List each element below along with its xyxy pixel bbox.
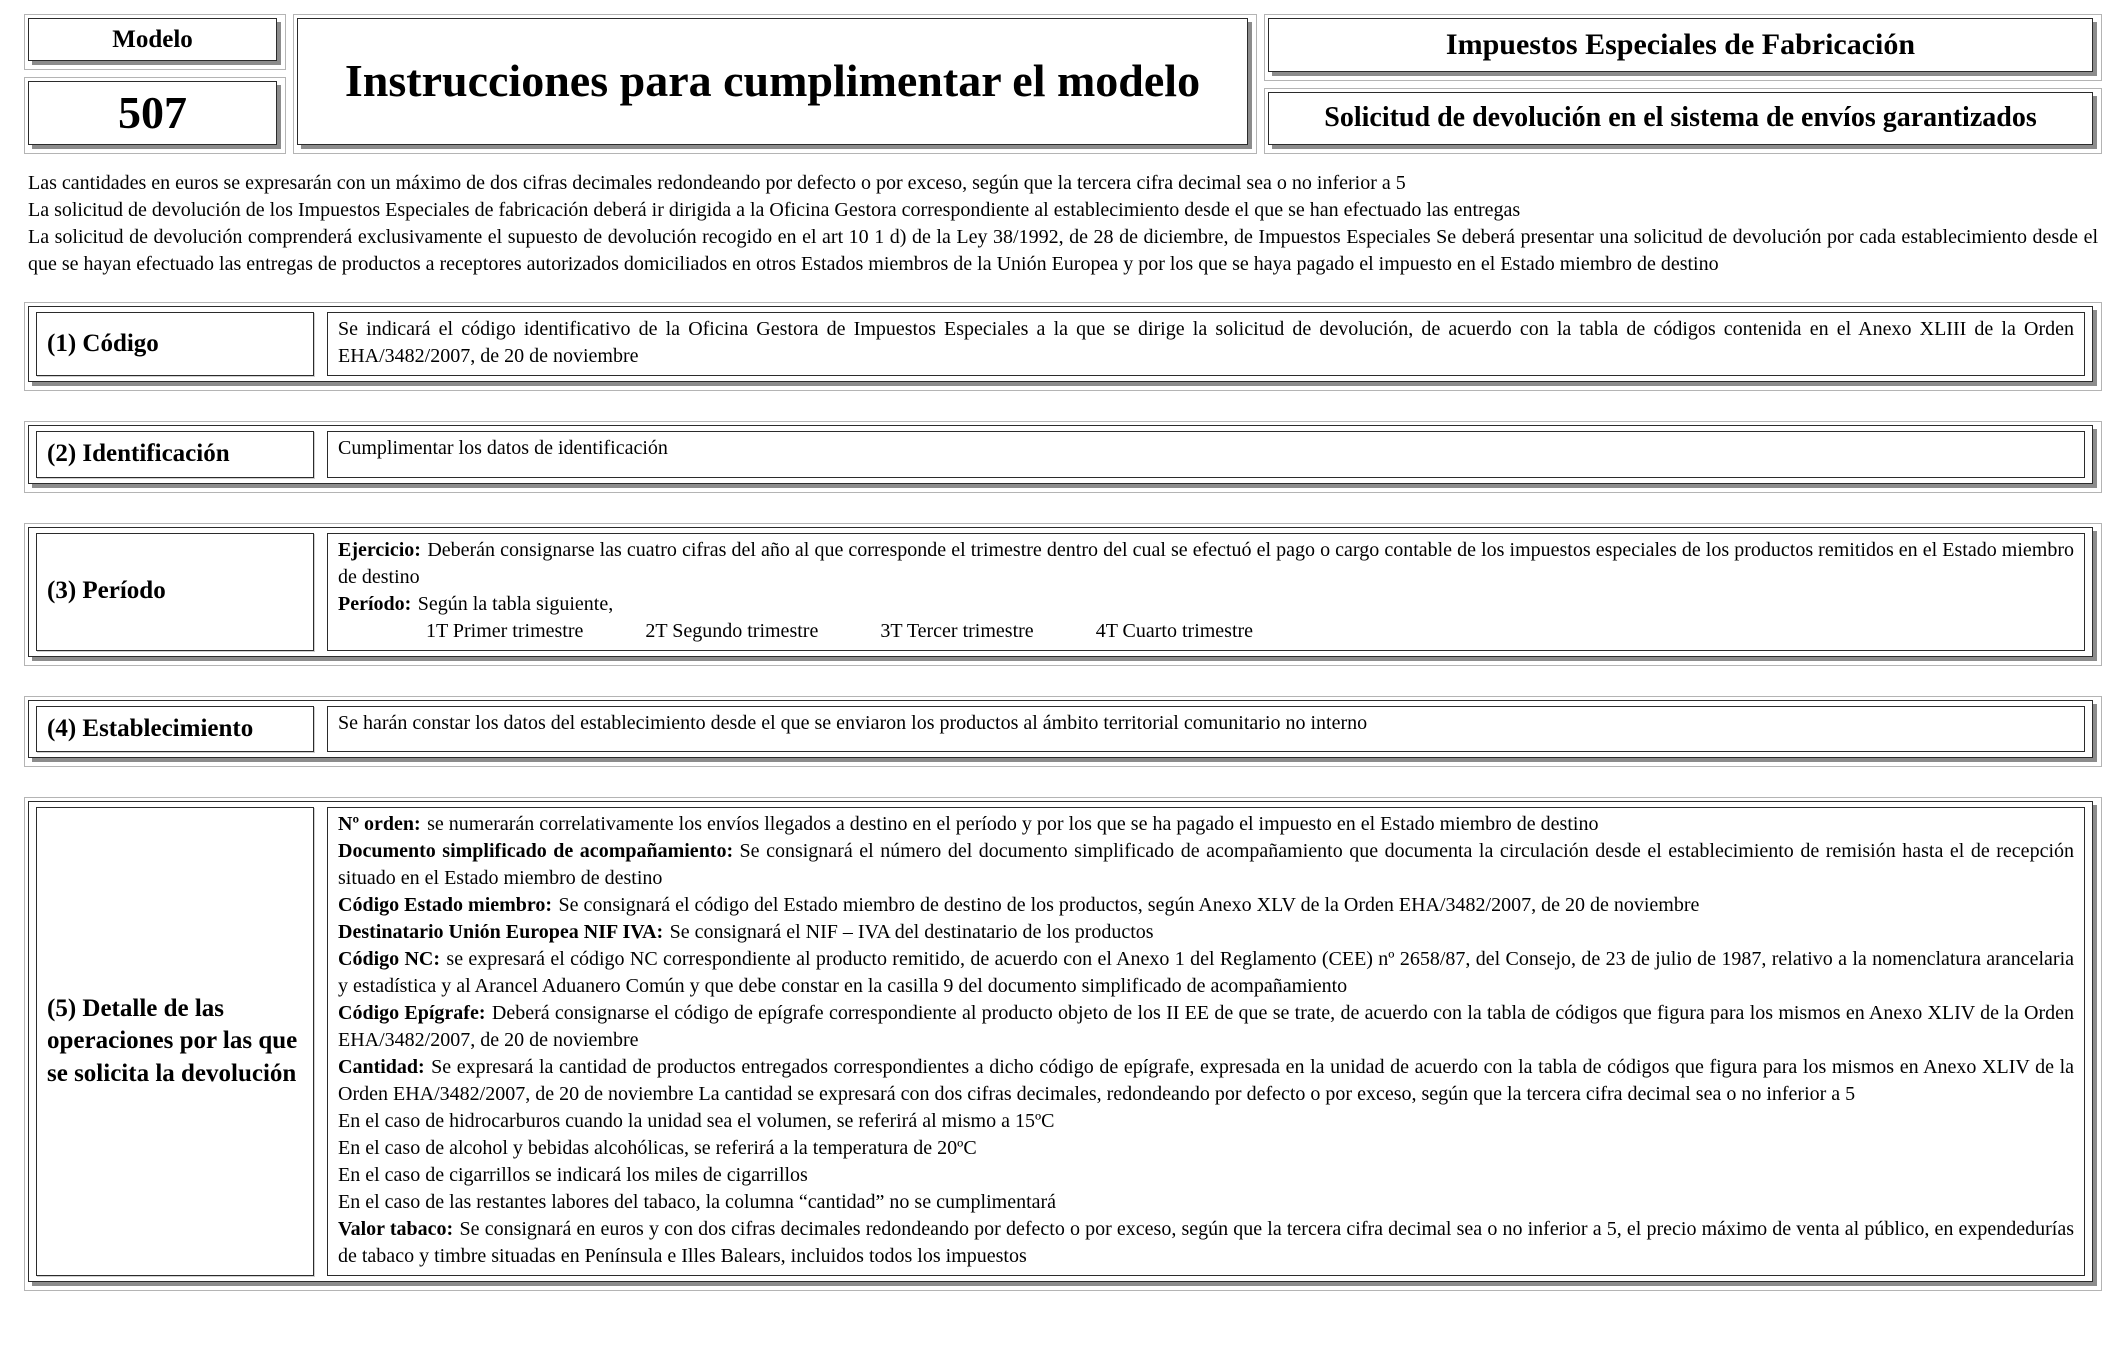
instructions-title-box (293, 14, 1257, 154)
paragraph-lead: Código Epígrafe: (338, 1002, 486, 1024)
quarter-item: 2T Segundo trimestre (645, 619, 819, 642)
model-number: 507 (118, 86, 187, 138)
paragraph-text: En el caso de cigarrillos se indicará los miles de cigarrillos (338, 1164, 808, 1186)
paragraph-text: Se consignará en euros y con dos cifras decimales redondeando por defecto o por exceso, según que la tercera cifra decimal sea o no inferior a 5, el precio máximo de venta al público, en expendedurías de tabaco y timbre situadas en Península e Illes Balears, incluidos todos los impuestos (338, 1218, 2075, 1267)
section-paragraph (338, 316, 2074, 370)
section-paragraph (338, 811, 2074, 838)
paragraph-text: En el caso de alcohol y bebidas alcohólicas, se referirá a la temperatura de 20ºC (338, 1137, 977, 1159)
section-paragraph (338, 1162, 2074, 1189)
paragraph-text: Se expresará la cantidad de productos entregados correspondientes a dicho código de epígrafe, expresada en la unidad de acuerdo con la tabla de códigos que figura para los mismos en Anexo XLIV de la Orden EHA/3482/2007, de 20 de noviembre La cantidad se expresará con dos cifras decimales, redondeando por defecto o por exceso, según que la tercera cifra decimal sea o no inferior a 5 (338, 1056, 2074, 1105)
section-label: (3) Período (36, 533, 314, 651)
section-paragraph (338, 1108, 2074, 1135)
section-codigo (24, 302, 2102, 391)
section-paragraph (338, 1216, 2074, 1270)
section-content (327, 533, 2085, 651)
form-subtitle: Solicitud de devolución en el sistema de envíos garantizados (1324, 102, 2037, 134)
paragraph-lead: Período: (338, 592, 412, 615)
paragraph-lead: Cantidad: (338, 1056, 425, 1078)
section-paragraph (338, 892, 2074, 919)
intro-notes (28, 170, 2098, 278)
section-content (327, 312, 2085, 376)
section-detalle (24, 797, 2102, 1291)
quarter-item: 1T Primer trimestre (426, 619, 584, 642)
section-content (327, 706, 2085, 753)
paragraph-text: Se harán constar los datos del establecimiento desde el que se enviaron los productos al ámbito territorial comunitario no interno (338, 711, 1368, 734)
section-paragraph (338, 919, 2074, 946)
form-header (24, 14, 2102, 154)
section-paragraph (338, 710, 2074, 737)
section-label: (1) Código (36, 312, 314, 376)
model-label-box (24, 14, 286, 70)
paragraph-lead: Valor tabaco: (338, 1218, 454, 1240)
section-paragraph (338, 537, 2074, 591)
paragraph-text: Deberá consignarse el código de epígrafe correspondiente al producto objeto de los II EE de que se trate, de acuerdo con la tabla de códigos que figura para los mismos en Anexo XLIV de la Orden EHA/3482/2007, de 20 de noviembre (338, 1002, 2074, 1051)
section-paragraph (338, 946, 2074, 1000)
model-label: Modelo (112, 25, 193, 53)
paragraph-text: En el caso de las restantes labores del tabaco, la columna “cantidad” no se cumplimentará (338, 1191, 1057, 1213)
tax-type-box (1264, 14, 2102, 81)
paragraph-text: se numerarán correlativamente los envíos llegados a destino en el período y por los que se ha pagado el impuesto en el Estado miembro de destino (427, 813, 1599, 835)
paragraph-lead: Ejercicio: (338, 538, 421, 561)
section-paragraph (338, 1054, 2074, 1108)
quarters-row (338, 618, 2074, 645)
section-label: (2) Identificación (36, 431, 314, 478)
paragraph-lead: Nº orden: (338, 813, 421, 835)
paragraph-text: Según la tabla siguiente, (417, 592, 614, 615)
intro-paragraph: La solicitud de devolución comprenderá exclusivamente el supuesto de devolución recogido en el art 10 1 d) de la Ley 38/1992, de 28 de diciembre, de Impuestos Especiales Se deberá presentar una solicitud de devolución por cada establecimiento desde el que se hayan efectuado las entregas de productos a receptores autorizados domiciliados en otros Estados miembros de la Unión Europea y por los que se haya pagado el impuesto en el Estado miembro de destino (28, 226, 2098, 275)
paragraph-lead: Código NC: (338, 948, 441, 970)
section-paragraph (338, 1189, 2074, 1216)
quarter-item: 3T Tercer trimestre (880, 619, 1034, 642)
intro-paragraph: La solicitud de devolución de los Impuestos Especiales de fabricación deberá ir dirigida a la Oficina Gestora correspondiente al establecimiento desde el que se han efectuado las entregas (28, 199, 1521, 221)
paragraph-text: Se consignará el NIF – IVA del destinatario de los productos (669, 921, 1154, 943)
tax-type: Impuestos Especiales de Fabricación (1445, 27, 1916, 61)
paragraph-text: Deberán consignarse las cuatro cifras del año al que corresponde el trimestre dentro del cual se efectuó el pago o cargo contable de los impuestos especiales de los productos remitidos en el Estado miembro de destino (338, 538, 2074, 588)
header-right-block (1264, 14, 2102, 154)
paragraph-text: se expresará el código NC correspondiente al producto remitido, de acuerdo con el Anexo 1 del Reglamento (CEE) nº 2658/87, del Consejo, de 23 de julio de 1987, relativo a la nomenclatura arancelaria y estadística y al Arancel Aduanero Común y que debe constar en la casilla 9 del documento simplificado de acompañamiento (338, 948, 2075, 997)
paragraph-lead: Destinatario Unión Europea NIF IVA: (338, 921, 664, 943)
page-title: Instrucciones para cumplimentar el modelo (344, 55, 1201, 107)
section-identificacion (24, 421, 2102, 493)
section-periodo (24, 523, 2102, 666)
paragraph-text: Cumplimentar los datos de identificación (338, 437, 668, 459)
section-content (327, 807, 2085, 1276)
form-subtitle-box (1264, 88, 2102, 155)
paragraph-text: Se indicará el código identificativo de la Oficina Gestora de Impuestos Especiales a la que se dirige la solicitud de devolución, de acuerdo con la tabla de códigos contenida en el Anexo XLIII de la Orden EHA/3482/2007, de 20 de noviembre (338, 318, 2074, 367)
section-paragraph (338, 591, 2074, 618)
paragraph-text: Se consignará el código del Estado miembro de destino de los productos, según Anexo XLV de la Orden EHA/3482/2007, de 20 de noviembre (558, 894, 1700, 916)
document (24, 14, 2102, 1291)
section-paragraph (338, 1000, 2074, 1054)
paragraph-text: En el caso de hidrocarburos cuando la unidad sea el volumen, se referirá al mismo a 15ºC (338, 1110, 1055, 1132)
paragraph-lead: Código Estado miembro: (338, 894, 553, 916)
section-label: (5) Detalle de las operaciones por las que se solicita la devolución (36, 807, 314, 1276)
quarter-item: 4T Cuarto trimestre (1095, 619, 1254, 642)
paragraph-lead: Documento simplificado de acompañamiento: (338, 840, 734, 862)
section-paragraph (338, 838, 2074, 892)
section-label: (4) Establecimiento (36, 706, 314, 753)
paragraph-text: Se consignará el número del documento simplificado de acompañamiento que documenta la circulación desde el establecimiento de remisión hasta el de recepción situado en el Estado miembro de destino (338, 840, 2074, 889)
section-content (327, 431, 2085, 478)
intro-paragraph: Las cantidades en euros se expresarán con un máximo de dos cifras decimales redondeando por defecto o por exceso, según que la tercera cifra decimal sea o no inferior a 5 (28, 172, 1406, 194)
model-block (24, 14, 286, 154)
model-number-box (24, 77, 286, 154)
section-paragraph (338, 1135, 2074, 1162)
section-establecimiento (24, 696, 2102, 768)
section-paragraph (338, 435, 2074, 462)
